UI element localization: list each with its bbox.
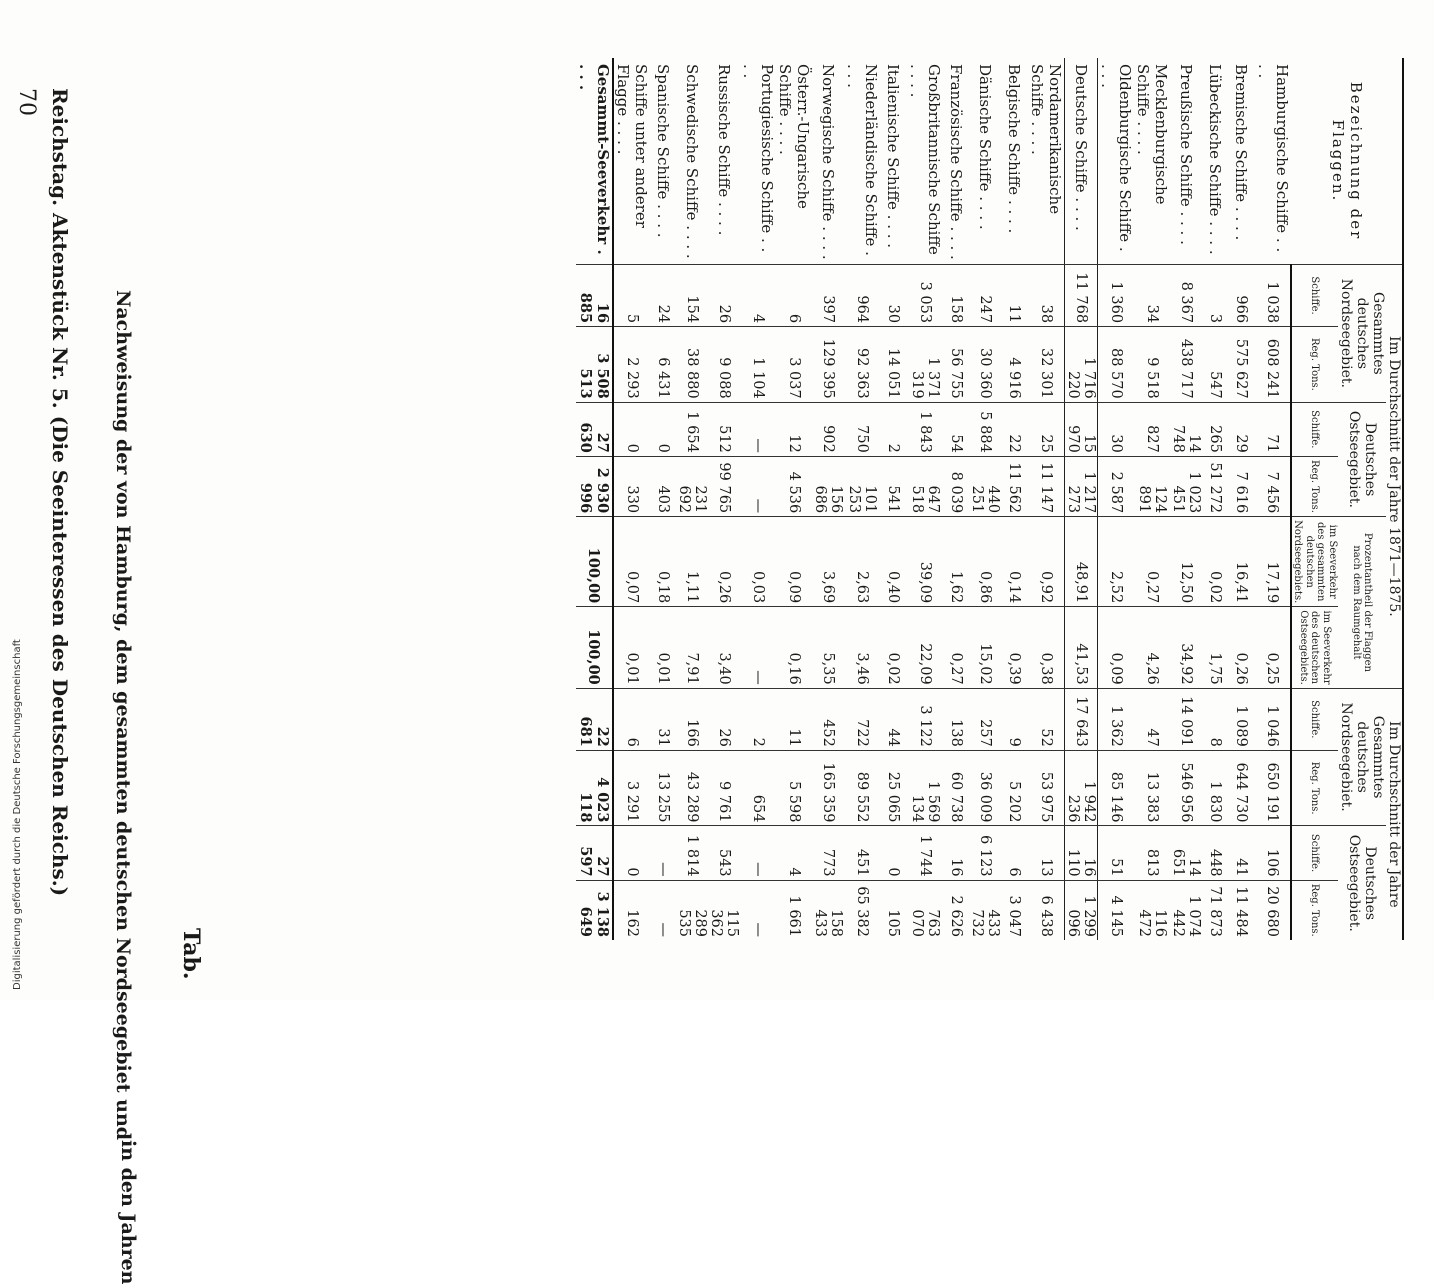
table-cell: 13 383 [1134, 750, 1170, 826]
table-cell: 47 [1134, 688, 1170, 750]
table-cell: — [740, 402, 776, 456]
table-cell: 41 [1228, 826, 1255, 880]
table-cell: 11 147 [1028, 456, 1065, 516]
table-cell: 722 [844, 688, 880, 750]
table-cell: 0,18 [650, 517, 677, 607]
table-cell: 22 681 [576, 688, 613, 750]
table-cell: 763 070 [907, 880, 943, 940]
table-cell: 6 [613, 688, 650, 750]
table-cell: 964 [844, 265, 880, 327]
table-cell: 16 885 [576, 265, 613, 327]
table-cell: 60 738 [943, 750, 970, 826]
table-cell: 0,01 [613, 607, 650, 688]
table-row [1228, 58, 1255, 940]
table-cell: 0,14 [1001, 517, 1028, 607]
table-cell: 1 074 442 [1170, 880, 1202, 940]
table-cell: 2 [740, 688, 776, 750]
table-cell: 0 [613, 826, 650, 880]
table-cell: 1 661 [776, 880, 812, 940]
table-cell: 654 [740, 750, 776, 826]
table-cell: 4 [740, 265, 776, 327]
table-row [1134, 58, 1170, 940]
table-cell: 2,52 [1097, 517, 1134, 607]
table-cell: 11 484 [1228, 880, 1255, 940]
col-pct-nordsee: im Seeverkehr des gesammten deutschen Nordseegebiets. [1291, 517, 1338, 607]
row-label: Deutsche Schiffe . . . . [1064, 58, 1097, 265]
table-cell: 608 241 [1255, 327, 1291, 403]
table-cell: 541 [880, 456, 907, 516]
table-cell: 158 433 [812, 880, 844, 940]
table-cell: 0,26 [708, 517, 740, 607]
col-schiffe: Schiffe. [1291, 826, 1338, 880]
table-cell: 1,62 [943, 517, 970, 607]
table-cell: 138 [943, 688, 970, 750]
table-cell: 0,39 [1001, 607, 1028, 688]
table-cell: 2 [880, 402, 907, 456]
col-pct-ostsee: im Seeverkehr des deutschen Ostseegebiets. [1291, 607, 1338, 688]
col-regtons: Reg. Tons. [1291, 750, 1338, 826]
col-schiffe: Schiffe. [1291, 688, 1338, 750]
table-cell: 1 843 [907, 402, 943, 456]
row-label: Gesammt-Seeverkehr . . . . [576, 58, 613, 265]
table-cell: 6 [776, 265, 812, 327]
running-header: Reichstag. Aktenstück Nr. 5. (Die Seeinteressen des Deutschen Reichs.) [48, 88, 72, 897]
table-cell: 330 [613, 456, 650, 516]
table-cell: 1 716 220 [1064, 327, 1097, 403]
table-cell: 30 360 [969, 327, 1001, 403]
table-cell: 451 [844, 826, 880, 880]
table-cell: 1 217 273 [1064, 456, 1097, 516]
table-cell: 100,00 [576, 607, 613, 688]
table-cell: 105 [880, 880, 907, 940]
table-row [1028, 58, 1065, 940]
table-cell: 101 253 [844, 456, 880, 516]
table-cell: 71 873 [1202, 880, 1229, 940]
row-label: Mecklenburgische Schiffe . . . . [1133, 64, 1170, 205]
table-cell: 1 744 [907, 826, 943, 880]
table-cell: 11 [1001, 265, 1028, 327]
table-cell: 44 [880, 688, 907, 750]
table-cell: 1 654 [676, 402, 708, 456]
table-cell: 8 367 [1170, 265, 1202, 327]
table-cell: 166 [676, 688, 708, 750]
table-cell: 231 692 [676, 456, 708, 516]
row-label: Portugiesische Schiffe . . . . [740, 64, 777, 253]
row-label: Norwegische Schiffe . . . . [819, 64, 838, 260]
table-cell: 88 570 [1097, 327, 1134, 403]
table-cell: 257 [969, 688, 1001, 750]
row-label: Preußische Schiffe . . . . [1176, 64, 1195, 245]
table-cell: 3,40 [708, 607, 740, 688]
table-cell: 6 123 [969, 826, 1001, 880]
table-cell: 52 [1028, 688, 1065, 750]
table-cell: 65 382 [844, 880, 880, 940]
table-cell: 1 814 [676, 826, 708, 880]
table-cell: 26 [708, 688, 740, 750]
table-cell: 41,53 [1064, 607, 1097, 688]
table-cell: 26 [708, 265, 740, 327]
table-cell: 16,41 [1228, 517, 1255, 607]
row-label: Schiffe unter anderer Flagge . . . . [613, 64, 650, 228]
row-label: Österr.-Ungarische Schiffe . . . . [776, 64, 813, 209]
table-cell: 0,02 [1202, 517, 1229, 607]
table-row [676, 58, 708, 940]
table-cell: 54 [943, 402, 970, 456]
table-cell: 3,69 [812, 517, 844, 607]
table-cell: 124 891 [1134, 456, 1170, 516]
table-cell: 750 [844, 402, 880, 456]
label-header: Bezeichnung der Flaggen. [1291, 58, 1403, 265]
table-cell: 100,00 [576, 517, 613, 607]
col-schiffe: Schiffe. [1291, 402, 1338, 456]
table-cell: 6 438 [1028, 880, 1065, 940]
table-cell: 14 748 [1170, 402, 1202, 456]
table-cell: 36 009 [969, 750, 1001, 826]
table-cell: 13 [1028, 826, 1065, 880]
table-cell: — [740, 880, 776, 940]
table-cell: 162 [613, 880, 650, 940]
table-cell: 1,75 [1202, 607, 1229, 688]
table-cell: 9 088 [708, 327, 740, 403]
table-cell: 2 587 [1097, 456, 1134, 516]
table-cell: 1 371 319 [907, 327, 943, 403]
table-cell: 5 202 [1001, 750, 1028, 826]
row-label: Nordamerikanische Schiffe . . . . [1028, 58, 1065, 265]
table-cell: 1 362 [1097, 688, 1134, 750]
table-cell: 546 956 [1170, 750, 1202, 826]
g3-header: Prozentantheil der Flaggen nach dem Raumgehalt [1338, 517, 1386, 689]
table-cell: 156 686 [812, 456, 844, 516]
table-cell: 8 039 [943, 456, 970, 516]
table-cell: 15,02 [969, 607, 1001, 688]
table-cell: 433 732 [969, 880, 1001, 940]
table-cell: 0,09 [1097, 607, 1134, 688]
table-cell: 452 [812, 688, 844, 750]
table-row [1064, 58, 1097, 940]
table-cell: 34 [1134, 265, 1170, 327]
row-label: Bremische Schiffe . . . . [1232, 64, 1251, 241]
table-cell: 38 [1028, 265, 1065, 327]
table-cell: 3 047 [1001, 880, 1028, 940]
table-cell: 0 [880, 826, 907, 880]
table-cell: 0,25 [1255, 607, 1291, 688]
table-cell: 0 [613, 402, 650, 456]
table-cell: 265 [1202, 402, 1229, 456]
row-label: Russische Schiffe . . . . [715, 64, 734, 236]
col-regtons: Reg. Tons. [1291, 327, 1338, 403]
row-label: Oldenburgische Schiffe . . . . [1097, 64, 1134, 252]
table-cell: 30 [880, 265, 907, 327]
table-cell: 966 [1228, 265, 1255, 327]
table-cell: 1 830 [1202, 750, 1229, 826]
table-cell: 3 [1202, 265, 1229, 327]
row-label: Belgische Schiffe . . . . [1005, 64, 1024, 234]
table-row [880, 58, 907, 940]
table-cell: 53 975 [1028, 750, 1065, 826]
table-cell: 440 251 [969, 456, 1001, 516]
table-cell: 31 [650, 688, 677, 750]
table-cell: 5 [613, 265, 650, 327]
table-cell: 4 023 118 [576, 750, 613, 826]
table-cell: 92 363 [844, 327, 880, 403]
table-cell: 575 627 [1228, 327, 1255, 403]
table-cell: 56 755 [943, 327, 970, 403]
table-cell: 0,26 [1228, 607, 1255, 688]
sidebar-credit: Digitalisierung gefördert durch die Deutsche Forschungsgemeinschaft [12, 639, 23, 990]
table-cell: 154 [676, 265, 708, 327]
table-row [844, 58, 880, 940]
table-cell: 543 [708, 826, 740, 880]
table-cell: 39,09 [907, 517, 943, 607]
table-cell: 27 630 [576, 402, 613, 456]
row-label: Großbritannische Schiffe . . . . [906, 64, 943, 255]
table-cell: 32 301 [1028, 327, 1065, 403]
table-cell: 9 [1001, 688, 1028, 750]
table-cell: 29 [1228, 402, 1255, 456]
table-cell: 3 053 [907, 265, 943, 327]
table-row [1202, 58, 1229, 940]
table-cell: 14 651 [1170, 826, 1202, 880]
table-cell: 0,07 [613, 517, 650, 607]
col-schiffe: Schiffe. [1291, 265, 1338, 327]
table-cell: 15 970 [1064, 402, 1097, 456]
table-cell: 7,91 [676, 607, 708, 688]
table-cell: 902 [812, 402, 844, 456]
table-cell: 1 038 [1255, 265, 1291, 327]
table-cell: 51 [1097, 826, 1134, 880]
g5-header: Deutsches Ostseegebiet. [1338, 826, 1386, 940]
table-cell: 115 362 [708, 880, 740, 940]
table-cell: 1 046 [1255, 688, 1291, 750]
table-cell: 5,35 [812, 607, 844, 688]
row-label: Spanische Schiffe . . . . [653, 64, 672, 238]
row-label: Dänische Schiffe . . . . [976, 64, 995, 230]
table-cell: 9 761 [708, 750, 740, 826]
table-cell: 25 065 [880, 750, 907, 826]
table-cell: 3,46 [844, 607, 880, 688]
table-cell: 0,92 [1028, 517, 1065, 607]
table-cell: 85 146 [1097, 750, 1134, 826]
table-row [708, 58, 740, 940]
table-row [943, 58, 970, 940]
table-cell: 4,26 [1134, 607, 1170, 688]
table-number: Tab. [178, 928, 204, 980]
row-label: Italienische Schiffe . . . . [884, 64, 903, 249]
table-cell: 397 [812, 265, 844, 327]
table-cell: 2 626 [943, 880, 970, 940]
table-cell: 0,02 [880, 607, 907, 688]
table-cell: 644 730 [1228, 750, 1255, 826]
table-cell: 3 122 [907, 688, 943, 750]
table-cell: 165 359 [812, 750, 844, 826]
table-row [650, 58, 677, 940]
col-regtons: Reg. Tons. [1291, 456, 1338, 516]
table-row [740, 58, 776, 940]
table-row [812, 58, 844, 940]
table-cell: 1 089 [1228, 688, 1255, 750]
table-cell: 14 091 [1170, 688, 1202, 750]
table-row [613, 58, 650, 940]
table-cell: 158 [943, 265, 970, 327]
table-cell: 16 [943, 826, 970, 880]
table-cell: 4 145 [1097, 880, 1134, 940]
table-row [969, 58, 1001, 940]
table-cell: 1 104 [740, 327, 776, 403]
table-cell: 12 [776, 402, 812, 456]
table-cell: 512 [708, 402, 740, 456]
g4-header: Gesammtes deutsches Nordseegebiet. [1338, 688, 1386, 826]
table-cell: 11 768 [1064, 265, 1097, 327]
table-cell: 3 138 649 [576, 880, 613, 940]
table-cell: — [740, 607, 776, 688]
table-cell: 8 [1202, 688, 1229, 750]
table-cell: 1 942 236 [1064, 750, 1097, 826]
table-row [576, 58, 613, 940]
table-cell: 448 [1202, 826, 1229, 880]
table-cell: 24 [650, 265, 677, 327]
table-row [1001, 58, 1028, 940]
table-cell: 11 [776, 688, 812, 750]
table-cell: 1 360 [1097, 265, 1134, 327]
table-cell: 38 880 [676, 327, 708, 403]
table-cell: 0,01 [650, 607, 677, 688]
row-label: Lübeckische Schiffe . . . . [1205, 64, 1224, 255]
table-cell: 48,91 [1064, 517, 1097, 607]
table-cell: 71 [1255, 402, 1291, 456]
title-line-1: Nachweisung der von Hamburg, dem gesammten deutschen Nordseegebiet und [112, 290, 134, 1141]
table-cell: 25 [1028, 402, 1065, 456]
table-cell: 7 616 [1228, 456, 1255, 516]
table-cell: 2 293 [613, 327, 650, 403]
table-cell: 129 395 [812, 327, 844, 403]
table-cell: 99 765 [708, 456, 740, 516]
table-cell: 1 299 096 [1064, 880, 1097, 940]
table-cell: 813 [1134, 826, 1170, 880]
table-cell: 3 037 [776, 327, 812, 403]
table-cell: 0,09 [776, 517, 812, 607]
shipping-table [576, 58, 1404, 940]
g2-header: Deutsches Ostseegebiet. [1338, 402, 1386, 516]
table-cell: 51 272 [1202, 456, 1229, 516]
period-b-header: Im Durchschnitt der Jahre [1386, 688, 1403, 940]
table-cell: 4 916 [1001, 327, 1028, 403]
table-cell: 34,92 [1170, 607, 1202, 688]
table-row [1170, 58, 1202, 940]
table-cell: — [650, 880, 677, 940]
table-cell: 289 535 [676, 880, 708, 940]
row-label: Niederländische Schiffe . . . . [844, 64, 881, 256]
table-cell: 89 552 [844, 750, 880, 826]
table-body [576, 58, 1291, 940]
table-cell: 827 [1134, 402, 1170, 456]
row-label: Hamburgische Schiffe . . . . [1254, 64, 1291, 253]
table-cell: 1 569 134 [907, 750, 943, 826]
table-cell: 5 884 [969, 402, 1001, 456]
table-cell: 650 191 [1255, 750, 1291, 826]
g1-header: Gesammtes deutsches Nordseegebiet. [1338, 265, 1386, 403]
table-cell: 0,27 [943, 607, 970, 688]
table-cell: 11 562 [1001, 456, 1028, 516]
table-cell: 1 023 451 [1170, 456, 1202, 516]
table-cell: 20 680 [1255, 880, 1291, 940]
table-cell: 0,38 [1028, 607, 1065, 688]
col-regtons: Reg. Tons. [1291, 880, 1338, 940]
table-cell: 3 291 [613, 750, 650, 826]
table-cell: 22,09 [907, 607, 943, 688]
table-cell: — [740, 826, 776, 880]
table-cell: 0,03 [740, 517, 776, 607]
period-a-header: Im Durchschnitt der Jahre 1871—1875. [1386, 265, 1403, 689]
table-row [776, 58, 812, 940]
table-cell: 773 [812, 826, 844, 880]
table-row [907, 58, 943, 940]
table-cell: 647 518 [907, 456, 943, 516]
table-cell: 43 289 [676, 750, 708, 826]
table-cell: 0,40 [880, 517, 907, 607]
table-cell: 17 643 [1064, 688, 1097, 750]
table-cell: 106 [1255, 826, 1291, 880]
table-cell: 0 [650, 402, 677, 456]
table-cell: 6 [1001, 826, 1028, 880]
table-cell: 0,27 [1134, 517, 1170, 607]
table-cell: 403 [650, 456, 677, 516]
row-label: Französische Schiffe . . . . [946, 64, 965, 260]
table-cell: 22 [1001, 402, 1028, 456]
table-cell: 1,11 [676, 517, 708, 607]
row-label: Schwedische Schiffe . . . . [683, 64, 702, 259]
table-cell: 30 [1097, 402, 1134, 456]
table-cell: 3 508 513 [576, 327, 613, 403]
table-cell: 17,19 [1255, 517, 1291, 607]
table-cell: 247 [969, 265, 1001, 327]
table-cell: 14 051 [880, 327, 907, 403]
table-cell: 438 717 [1170, 327, 1202, 403]
table-cell: 7 456 [1255, 456, 1291, 516]
table-row [1097, 58, 1134, 940]
table-cell: 5 598 [776, 750, 812, 826]
table-cell: 0,86 [969, 517, 1001, 607]
table-cell: — [740, 456, 776, 516]
table-cell: 547 [1202, 327, 1229, 403]
table-cell: 0,16 [776, 607, 812, 688]
table-cell: 16 110 [1064, 826, 1097, 880]
table-cell: 27 597 [576, 826, 613, 880]
table-cell: 4 536 [776, 456, 812, 516]
table-cell: 12,50 [1170, 517, 1202, 607]
table-cell: — [650, 826, 677, 880]
page-number: 70 [14, 88, 39, 116]
table-cell: 6 431 [650, 327, 677, 403]
table-cell: 4 [776, 826, 812, 880]
title-line-2: in den Jahren [117, 1140, 139, 1284]
table-cell: 13 255 [650, 750, 677, 826]
table-cell: 116 472 [1134, 880, 1170, 940]
table-cell: 2,63 [844, 517, 880, 607]
table-row [1255, 58, 1291, 940]
table-cell: 9 518 [1134, 327, 1170, 403]
table-cell: 2 930 996 [576, 456, 613, 516]
